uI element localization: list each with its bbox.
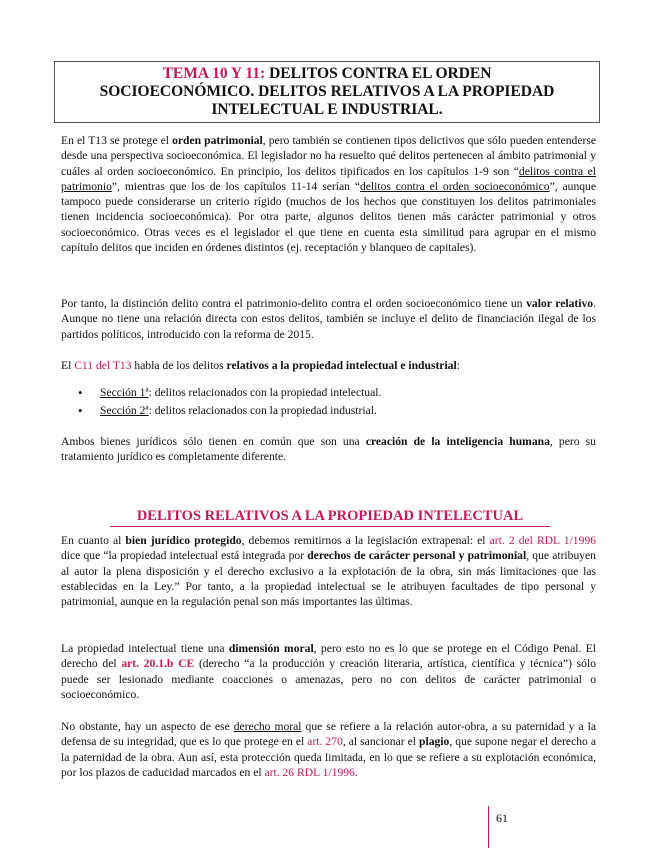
legal-reference: art. 2 del RDL 1/1996	[489, 534, 596, 547]
title-topic-number: TEMA 10 Y 11:	[162, 65, 266, 82]
bold-term: orden patrimonial	[172, 134, 263, 147]
page-number-rule	[488, 806, 489, 848]
page-number: 61	[496, 811, 508, 825]
underlined-term: delitos contra el orden socioeconómico	[359, 179, 550, 193]
title-line-1	[163, 65, 492, 83]
legal-reference: art. 20.1.b CE	[121, 657, 195, 671]
bold-term: plagio	[419, 735, 450, 749]
bold-term: dimensión moral	[228, 642, 314, 655]
section-heading: DELITOS RELATIVOS A LA PROPIEDAD INTELECTUAL	[136, 508, 524, 524]
underlined-term: derecho moral	[233, 720, 302, 733]
section-label: Sección 2ª	[100, 404, 149, 417]
bold-term: creación de la inteligencia humana	[365, 435, 550, 448]
underlined-term: delitos contra el patrimonio	[61, 164, 596, 193]
sections-list	[78, 384, 381, 420]
bold-term: derechos de carácter personal y patrimonial	[307, 549, 527, 563]
list-item: • Sección 1ª: delitos relacionados con la propiedad intelectual.	[78, 384, 381, 402]
paragraph-relative-value: Por tanto, la distinción delito contra el patrimonio-delito contra el orden socioeconómico tiene un valor relativo. Aunque no tiene una relación directa con estos delitos, también se incluye el delito de financiación ilegal de los partidos políticos, introducido con la reforma de 2015.	[61, 297, 596, 341]
bold-term: relativos a la propiedad intelectual e industrial	[226, 359, 457, 372]
legal-reference: art. 26 RDL 1/1996	[264, 765, 355, 779]
paragraph-common-ground: Ambos bienes jurídicos sólo tienen en común que son una creación de la inteligencia humana, pero su tratamiento jurídico es completamente diferente.	[61, 435, 596, 464]
paragraph-moral-right: No obstante, hay un aspecto de ese derecho moral que se refiere a la relación autor-obra, a su paternidad y a la defensa de su integridad, que es lo que protege en el art. 270, al sancionar el plagio, que supone negar el derecho a la paternidad de la obra. Aun así, esta protección queda limitada, en lo que se refiere a su explotación económica, por los plazos de caducidad marcados en el art. 26 RDL 1/1996.	[61, 720, 597, 779]
title-line-2: SOCIOECONÓMICO. DELITOS RELATIVOS A LA PROPIEDAD	[99, 83, 555, 100]
paragraph-protected-good: En cuanto al bien jurídico protegido, debemos remitirnos a la legislación extrapenal: el art. 2 del RDL 1/1996 dice que “la propiedad intelectual está integrada por derechos de carácter personal y patrimonial, que atribuyen al autor la plena disposición y el derecho exclusivo a la explotación de la obra, sin más limitaciones que las establecidas en la Ley.” Por tanto, a la propiedad intelectual se le atribuyen facultades de tipo personal y patrimonial, aunque en la regulación penal son más importantes las últimas.	[61, 534, 596, 609]
bold-term: valor relativo	[526, 297, 594, 310]
chapter-title-box	[54, 61, 600, 123]
paragraph-moral-dimension: La propiedad intelectual tiene una dimensión moral, pero esto no es lo que se protege en el Código Penal. El derecho del art. 20.1.b CE (derecho “a la producción y creación literaria, artística, científica y técnica”) sólo puede ser lesionado mediante coacciones o amenazas, pero no con delitos de carácter patrimonial o socioeconómico.	[61, 642, 597, 701]
paragraph-chapter-scope: El C11 del T13 habla de los delitos relativos a la propiedad intelectual e industrial:	[61, 359, 460, 372]
list-item: • Sección 2ª: delitos relacionados con la propiedad industrial.	[78, 402, 381, 420]
bold-term: bien jurídico protegido	[125, 534, 242, 547]
legal-reference: art. 270	[307, 735, 343, 749]
heading-underline	[110, 526, 550, 527]
title-line-3: INTELECTUAL E INDUSTRIAL.	[211, 101, 443, 118]
section-label: Sección 1ª	[100, 386, 149, 399]
legal-reference: C11 del T13	[74, 359, 132, 372]
paragraph-intro: En el T13 se protege el orden patrimonial, pero también se contienen tipos delictivos que sólo pueden entenderse desde una perspectiva socioeconómica. El legislador no ha resuelto qué delitos pertenecen al ámbito patrimonial y cuáles al orden socioeconómico. En principio, los delitos tipificados en los capítulos 1-9 son “delitos contra el patrimonio”, mientras que los de los capítulos 11-14 serían “delitos contra el orden socioeconómico”, aunque tampoco puede considerarse un criterio rígido (muchos de los hechos que constituyen los delitos patrimoniales tienen incidencia socioeconómica). Por otra parte, algunos delitos tienen más carácter patrimonial y otros socioeconómico. Otras veces es el legislador el que tiene en cuenta esta similitud para agrupar en el mismo capítulo delitos que inciden en órdenes distintos (ej. receptación y blanqueo de capitales).	[61, 134, 596, 255]
title-line-1-rest: DELITOS CONTRA EL ORDEN	[265, 65, 492, 82]
